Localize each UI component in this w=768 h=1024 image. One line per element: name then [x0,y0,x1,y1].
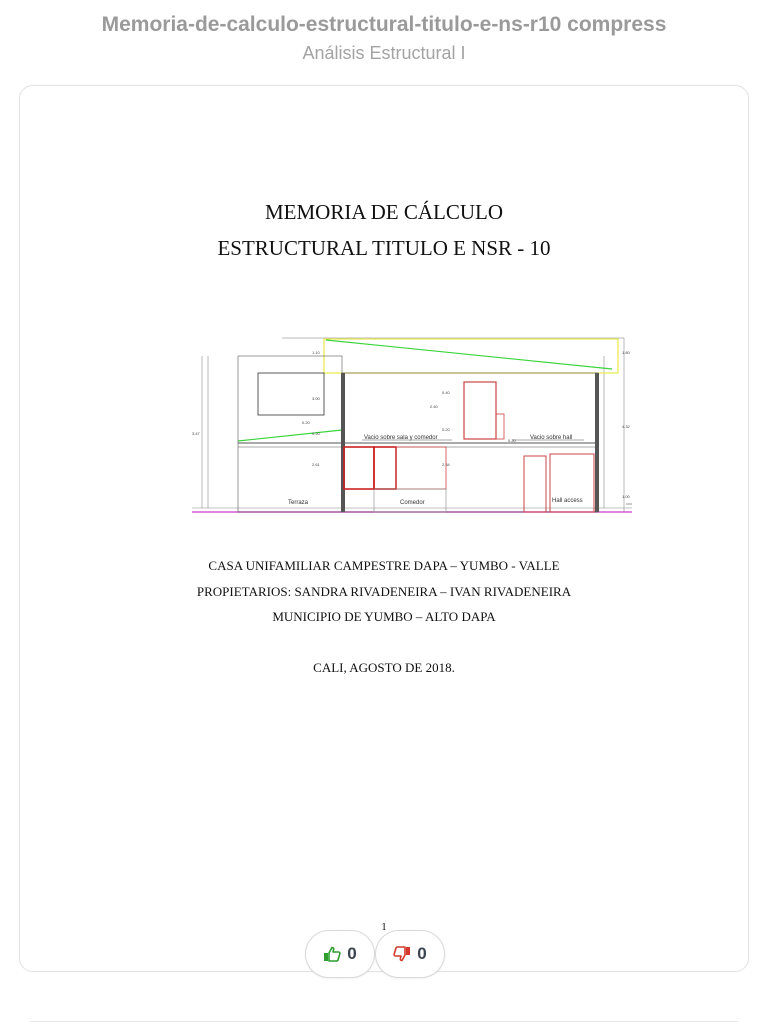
dim-label: 0.20 [442,427,450,432]
upvote-count: 0 [347,944,357,963]
page-number: 1 [381,921,387,933]
thumbs-up-icon [323,946,341,962]
upper-window-right-sill [496,414,504,439]
dim-label: 3.47 [192,431,200,436]
dim-label: 1.10 [312,350,320,355]
lower-window-1 [344,447,374,489]
dim-label: 0.20 [312,431,320,436]
dim-label: 1.00 [622,494,630,499]
label-comedor: Comedor [400,500,425,506]
document-title: Memoria-de-calculo-estructural-titulo-e-ns-r10 compress [101,13,667,36]
dim-label: 4.32 [622,424,630,429]
dim-label: 2.34 [442,462,450,467]
page-title-line-1: MEMORIA DE CÁLCULO [264,200,503,224]
info-line-1: CASA UNIFAMILIAR CAMPESTRE DAPA – YUMBO - VALLE [208,558,560,573]
dim-label: 3.00 [312,396,320,401]
roof-slope [326,340,612,369]
lower-window-2 [374,447,396,489]
downvote-count: 0 [417,944,427,963]
dim-label: 1.80 [622,350,630,355]
dim-label: 0.20 [508,438,516,443]
elevation-drawing [192,336,632,521]
dim-label: 2.61 [312,462,320,467]
label-terraza: Terraza [288,500,309,506]
upvote-button[interactable] [305,930,375,978]
upper-window-left [258,373,324,415]
left-volume [238,356,342,512]
info-line-3: MUNICIPIO DE YUMBO – ALTO DAPA [272,609,496,624]
downvote-button[interactable] [375,930,445,978]
label-vacio-sala: Vacio sobre sala y comedor [364,435,438,441]
low-roof-slope [238,430,342,441]
info-line-2: PROPIETARIOS: SANDRA RIVADENEIRA – IVAN RIVADENEIRA [196,584,572,599]
date-line: CALI, AGOSTO DE 2018. [313,660,455,675]
lower-window-3 [396,447,446,489]
dim-label: 0.20 [302,420,310,425]
document-subtitle: Análisis Estructural I [302,43,466,63]
upper-window-right [464,382,496,439]
dim-label: 0.40 [442,390,450,395]
bottom-divider [30,1021,738,1022]
page-title-line-2: ESTRUCTURAL TITULO E NSR - 10 [217,236,551,260]
door-left [524,456,546,512]
dim-label: 2.40 [430,404,438,409]
thumbs-down-icon [393,946,411,962]
label-hall: Hall access [552,498,583,504]
page-card [19,85,749,972]
label-vacio-hall: Vacio sobre hall [530,435,573,441]
